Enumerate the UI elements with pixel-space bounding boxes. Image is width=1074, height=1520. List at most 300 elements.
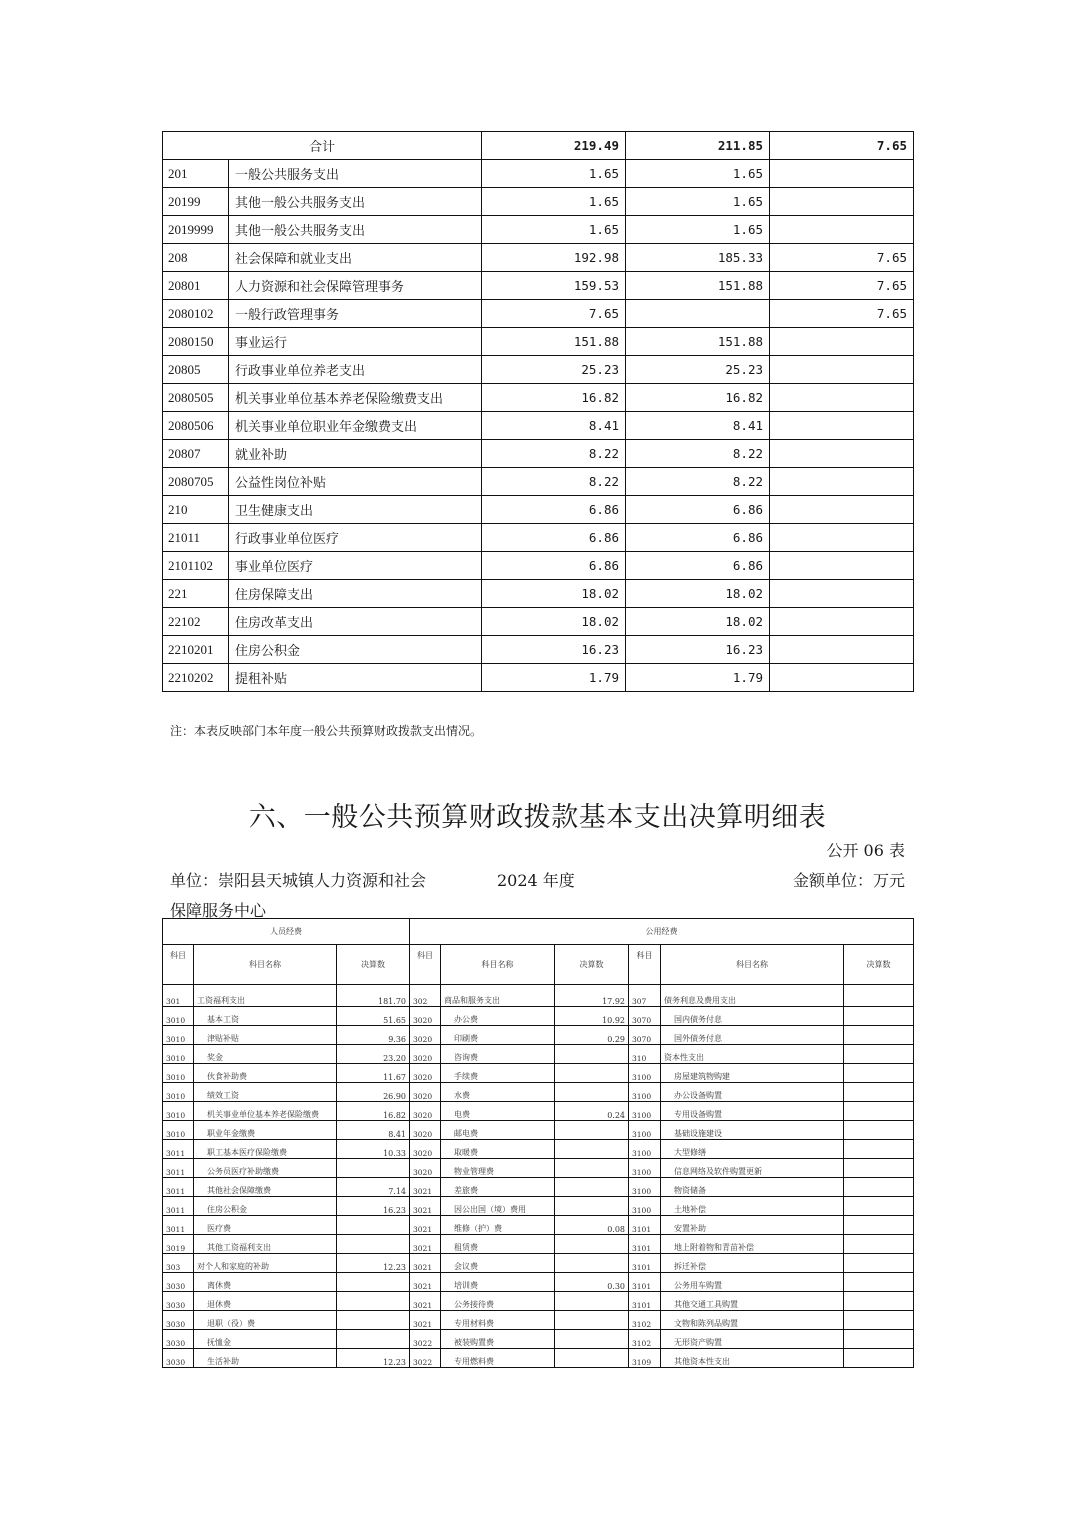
capital-name-text: 大型修缮 bbox=[674, 1148, 706, 1157]
personnel-code: 3010 bbox=[163, 1083, 194, 1102]
goods-services-code: 3020 bbox=[410, 1102, 441, 1121]
capital-code: 3100 bbox=[629, 1159, 661, 1178]
capital-code: 3100 bbox=[629, 1140, 661, 1159]
goods-services-name bbox=[441, 1273, 555, 1292]
group-personnel-header: 人员经费 bbox=[163, 919, 410, 945]
goods-services-name-text: 被装购置费 bbox=[454, 1338, 494, 1347]
row-code: 20805 bbox=[163, 356, 229, 384]
capital-name bbox=[661, 1121, 844, 1140]
personnel-name-text: 对个人和家庭的补助 bbox=[197, 1262, 269, 1271]
row-col2: 1.65 bbox=[626, 160, 770, 188]
capital-code: 3101 bbox=[629, 1254, 661, 1273]
capital-code: 3101 bbox=[629, 1216, 661, 1235]
capital-name-text: 公务用车购置 bbox=[674, 1281, 722, 1290]
total-col1: 219.49 bbox=[482, 132, 626, 160]
row-col3 bbox=[770, 496, 914, 524]
capital-code: 3070 bbox=[629, 1026, 661, 1045]
goods-services-name-text: 取暖费 bbox=[454, 1148, 478, 1157]
total-row bbox=[163, 132, 914, 160]
goods-services-name bbox=[441, 1235, 555, 1254]
row-name: 机关事业单位职业年金缴费支出 bbox=[229, 412, 482, 440]
row-code: 208 bbox=[163, 244, 229, 272]
goods-services-code: 3020 bbox=[410, 1045, 441, 1064]
personnel-amount bbox=[337, 1330, 410, 1349]
goods-services-name-text: 租赁费 bbox=[454, 1243, 478, 1252]
personnel-name bbox=[194, 1178, 337, 1197]
table-row bbox=[163, 1349, 914, 1368]
personnel-amount: 16.82 bbox=[337, 1102, 410, 1121]
personnel-amount bbox=[337, 1311, 410, 1330]
personnel-code: 3011 bbox=[163, 1178, 194, 1197]
table-row bbox=[163, 552, 914, 580]
row-col2: 8.41 bbox=[626, 412, 770, 440]
personnel-code: 3011 bbox=[163, 1159, 194, 1178]
personnel-name bbox=[194, 1197, 337, 1216]
capital-amount bbox=[844, 1064, 914, 1083]
goods-services-code: 3022 bbox=[410, 1349, 441, 1368]
row-name: 其他一般公共服务支出 bbox=[229, 188, 482, 216]
row-col1: 192.98 bbox=[482, 244, 626, 272]
group-public-header: 公用经费 bbox=[410, 919, 914, 945]
table-row bbox=[163, 468, 914, 496]
capital-name bbox=[661, 1045, 844, 1064]
row-col1: 8.41 bbox=[482, 412, 626, 440]
row-code: 2080102 bbox=[163, 300, 229, 328]
row-col2: 8.22 bbox=[626, 468, 770, 496]
capital-code: 3102 bbox=[629, 1311, 661, 1330]
goods-services-code: 3020 bbox=[410, 1140, 441, 1159]
capital-amount bbox=[844, 1349, 914, 1368]
capital-amount bbox=[844, 1026, 914, 1045]
capital-name-text: 国外债务付息 bbox=[674, 1034, 722, 1043]
row-code: 2019999 bbox=[163, 216, 229, 244]
goods-services-name bbox=[441, 1159, 555, 1178]
fiscal-year: 2024 年度 bbox=[497, 871, 575, 890]
row-name: 提租补贴 bbox=[229, 664, 482, 692]
capital-name-text: 物资储备 bbox=[674, 1186, 706, 1195]
goods-services-amount bbox=[555, 1197, 629, 1216]
personnel-code: 3030 bbox=[163, 1292, 194, 1311]
goods-services-name bbox=[441, 1026, 555, 1045]
capital-amount bbox=[844, 1140, 914, 1159]
goods-services-name-text: 专用燃料费 bbox=[454, 1357, 494, 1366]
personnel-name bbox=[194, 1083, 337, 1102]
personnel-name-text: 津贴补贴 bbox=[207, 1034, 239, 1043]
personnel-name-text: 职业年金缴费 bbox=[207, 1129, 255, 1138]
row-col2: 6.86 bbox=[626, 524, 770, 552]
capital-name bbox=[661, 1311, 844, 1330]
personnel-code: 3010 bbox=[163, 1102, 194, 1121]
row-col3: 7.65 bbox=[770, 300, 914, 328]
goods-services-amount bbox=[555, 1083, 629, 1102]
capital-name-text: 房屋建筑物购建 bbox=[674, 1072, 730, 1081]
personnel-code: 3010 bbox=[163, 1026, 194, 1045]
row-col3 bbox=[770, 636, 914, 664]
goods-services-name bbox=[441, 1330, 555, 1349]
table-row bbox=[163, 1254, 914, 1273]
table-row bbox=[163, 1197, 914, 1216]
row-col3 bbox=[770, 524, 914, 552]
personnel-name-text: 伙食补助费 bbox=[207, 1072, 247, 1081]
row-col3 bbox=[770, 216, 914, 244]
row-name: 人力资源和社会保障管理事务 bbox=[229, 272, 482, 300]
capital-code: 3100 bbox=[629, 1102, 661, 1121]
goods-services-name-text: 差旅费 bbox=[454, 1186, 478, 1195]
capital-name-text: 土地补偿 bbox=[674, 1205, 706, 1214]
goods-services-name-text: 咨询费 bbox=[454, 1053, 478, 1062]
goods-services-code: 3021 bbox=[410, 1216, 441, 1235]
goods-services-code: 3021 bbox=[410, 1311, 441, 1330]
row-col3 bbox=[770, 328, 914, 356]
goods-services-code: 3020 bbox=[410, 1026, 441, 1045]
section-title: 六、一般公共预算财政拨款基本支出决算明细表 bbox=[248, 802, 827, 833]
goods-services-amount: 0.24 bbox=[555, 1102, 629, 1121]
capital-code: 3100 bbox=[629, 1083, 661, 1102]
table-row bbox=[163, 1330, 914, 1349]
row-col1: 1.79 bbox=[482, 664, 626, 692]
row-name: 行政事业单位医疗 bbox=[229, 524, 482, 552]
personnel-name-text: 工资福利支出 bbox=[197, 996, 245, 1005]
goods-services-name bbox=[441, 1102, 555, 1121]
capital-name bbox=[661, 1007, 844, 1026]
row-col2: 1.79 bbox=[626, 664, 770, 692]
row-col3 bbox=[770, 440, 914, 468]
capital-code: 3070 bbox=[629, 1007, 661, 1026]
row-col3: 7.65 bbox=[770, 244, 914, 272]
personnel-name bbox=[194, 1026, 337, 1045]
capital-name-text: 拆迁补偿 bbox=[674, 1262, 706, 1271]
goods-services-name bbox=[441, 1045, 555, 1064]
row-code: 2101102 bbox=[163, 552, 229, 580]
row-col1: 1.65 bbox=[482, 160, 626, 188]
capital-code: 3100 bbox=[629, 1178, 661, 1197]
personnel-name-text: 其他社会保障缴费 bbox=[207, 1186, 271, 1195]
row-code: 21011 bbox=[163, 524, 229, 552]
row-col2 bbox=[626, 300, 770, 328]
row-name: 就业补助 bbox=[229, 440, 482, 468]
personnel-name-text: 公务员医疗补助缴费 bbox=[207, 1167, 279, 1176]
goods-services-name bbox=[441, 1197, 555, 1216]
row-col2: 25.23 bbox=[626, 356, 770, 384]
goods-services-name bbox=[441, 1311, 555, 1330]
capital-name bbox=[661, 1216, 844, 1235]
goods-services-name bbox=[441, 1083, 555, 1102]
personnel-name bbox=[194, 1140, 337, 1159]
goods-services-amount: 0.30 bbox=[555, 1273, 629, 1292]
row-code: 20807 bbox=[163, 440, 229, 468]
capital-name bbox=[661, 1140, 844, 1159]
row-col1: 7.65 bbox=[482, 300, 626, 328]
row-code: 2080705 bbox=[163, 468, 229, 496]
row-name: 事业运行 bbox=[229, 328, 482, 356]
row-col3 bbox=[770, 412, 914, 440]
row-col3 bbox=[770, 608, 914, 636]
personnel-code: 301 bbox=[163, 985, 194, 1007]
row-col2: 16.82 bbox=[626, 384, 770, 412]
row-col2: 18.02 bbox=[626, 580, 770, 608]
personnel-name-text: 奖金 bbox=[207, 1053, 223, 1062]
goods-services-name-text: 物业管理费 bbox=[454, 1167, 494, 1176]
capital-code: 307 bbox=[629, 985, 661, 1007]
capital-name bbox=[661, 1349, 844, 1368]
row-col3 bbox=[770, 384, 914, 412]
personnel-amount: 12.23 bbox=[337, 1349, 410, 1368]
capital-name-text: 文物和陈列品购置 bbox=[674, 1319, 738, 1328]
table-row bbox=[163, 1064, 914, 1083]
personnel-name bbox=[194, 1292, 337, 1311]
goods-services-name bbox=[441, 1254, 555, 1273]
goods-services-code: 3020 bbox=[410, 1121, 441, 1140]
goods-services-name-text: 手续费 bbox=[454, 1072, 478, 1081]
row-col3 bbox=[770, 468, 914, 496]
goods-services-amount bbox=[555, 1121, 629, 1140]
personnel-name-text: 绩效工资 bbox=[207, 1091, 239, 1100]
row-code: 22102 bbox=[163, 608, 229, 636]
row-code: 2080506 bbox=[163, 412, 229, 440]
row-col1: 18.02 bbox=[482, 608, 626, 636]
col-header-code: 科目 bbox=[410, 945, 441, 985]
capital-code: 3102 bbox=[629, 1330, 661, 1349]
personnel-name-text: 抚恤金 bbox=[207, 1338, 231, 1347]
total-col3: 7.65 bbox=[770, 132, 914, 160]
col-header-name: 科目名称 bbox=[661, 945, 844, 985]
row-name: 住房改革支出 bbox=[229, 608, 482, 636]
capital-name bbox=[661, 1330, 844, 1349]
table-row bbox=[163, 636, 914, 664]
capital-name-text: 无形资产购置 bbox=[674, 1338, 722, 1347]
goods-services-amount bbox=[555, 1292, 629, 1311]
personnel-amount bbox=[337, 1216, 410, 1235]
row-name: 行政事业单位养老支出 bbox=[229, 356, 482, 384]
row-col1: 16.82 bbox=[482, 384, 626, 412]
row-col3 bbox=[770, 552, 914, 580]
appropriation-expenditure-table bbox=[162, 131, 914, 692]
goods-services-code: 3021 bbox=[410, 1178, 441, 1197]
goods-services-amount bbox=[555, 1330, 629, 1349]
personnel-name-text: 退休费 bbox=[207, 1300, 231, 1309]
row-code: 20199 bbox=[163, 188, 229, 216]
total-label: 合计 bbox=[163, 132, 482, 160]
col-header-code: 科目 bbox=[629, 945, 661, 985]
capital-code: 3101 bbox=[629, 1273, 661, 1292]
row-col2: 151.88 bbox=[626, 328, 770, 356]
personnel-name bbox=[194, 1349, 337, 1368]
personnel-amount: 7.14 bbox=[337, 1178, 410, 1197]
capital-amount bbox=[844, 1292, 914, 1311]
capital-name-text: 其他资本性支出 bbox=[674, 1357, 730, 1366]
row-col3 bbox=[770, 580, 914, 608]
capital-name-text: 专用设备购置 bbox=[674, 1110, 722, 1119]
unit-label: 单位：崇阳县天城镇人力资源和社会保障服务中心 bbox=[170, 871, 427, 920]
personnel-name-text: 职工基本医疗保险缴费 bbox=[207, 1148, 287, 1157]
goods-services-amount bbox=[555, 1349, 629, 1368]
capital-amount bbox=[844, 1083, 914, 1102]
personnel-code: 3030 bbox=[163, 1311, 194, 1330]
capital-name-text: 信息网络及软件购置更新 bbox=[674, 1167, 762, 1176]
table-row bbox=[163, 384, 914, 412]
table-row bbox=[163, 160, 914, 188]
capital-code: 310 bbox=[629, 1045, 661, 1064]
money-unit: 金额单位：万元 bbox=[792, 871, 905, 890]
personnel-name bbox=[194, 1330, 337, 1349]
goods-services-name bbox=[441, 1064, 555, 1083]
table-row bbox=[163, 580, 914, 608]
row-name: 一般行政管理事务 bbox=[229, 300, 482, 328]
personnel-name-text: 离休费 bbox=[207, 1281, 231, 1290]
row-col1: 16.23 bbox=[482, 636, 626, 664]
personnel-code: 3030 bbox=[163, 1349, 194, 1368]
capital-amount bbox=[844, 1007, 914, 1026]
goods-services-code: 3020 bbox=[410, 1083, 441, 1102]
col-header-amount: 决算数 bbox=[844, 945, 914, 985]
table-note: 注：本表反映部门本年度一般公共预算财政拨款支出情况。 bbox=[170, 724, 483, 738]
goods-services-amount bbox=[555, 1140, 629, 1159]
goods-services-amount: 17.92 bbox=[555, 985, 629, 1007]
goods-services-amount: 0.29 bbox=[555, 1026, 629, 1045]
row-name: 社会保障和就业支出 bbox=[229, 244, 482, 272]
capital-code: 3101 bbox=[629, 1235, 661, 1254]
row-code: 221 bbox=[163, 580, 229, 608]
personnel-code: 3030 bbox=[163, 1273, 194, 1292]
table-row bbox=[163, 985, 914, 1007]
goods-services-name-text: 培训费 bbox=[454, 1281, 478, 1290]
capital-name bbox=[661, 1292, 844, 1311]
goods-services-code: 3021 bbox=[410, 1197, 441, 1216]
goods-services-name-text: 专用材料费 bbox=[454, 1319, 494, 1328]
row-name: 一般公共服务支出 bbox=[229, 160, 482, 188]
capital-name bbox=[661, 1254, 844, 1273]
row-col2: 1.65 bbox=[626, 216, 770, 244]
row-col1: 159.53 bbox=[482, 272, 626, 300]
table-row bbox=[163, 1026, 914, 1045]
capital-name bbox=[661, 1273, 844, 1292]
capital-name-text: 债务利息及费用支出 bbox=[664, 996, 736, 1005]
goods-services-name-text: 商品和服务支出 bbox=[444, 996, 500, 1005]
goods-services-name bbox=[441, 1349, 555, 1368]
personnel-name-text: 基本工资 bbox=[207, 1015, 239, 1024]
goods-services-amount bbox=[555, 1064, 629, 1083]
capital-amount bbox=[844, 1178, 914, 1197]
row-col1: 1.65 bbox=[482, 188, 626, 216]
goods-services-name-text: 邮电费 bbox=[454, 1129, 478, 1138]
table-row bbox=[163, 216, 914, 244]
personnel-amount: 10.33 bbox=[337, 1140, 410, 1159]
goods-services-code: 3021 bbox=[410, 1292, 441, 1311]
personnel-code: 3010 bbox=[163, 1045, 194, 1064]
goods-services-name-text: 电费 bbox=[454, 1110, 470, 1119]
row-col1: 6.86 bbox=[482, 496, 626, 524]
personnel-code: 3011 bbox=[163, 1140, 194, 1159]
goods-services-name bbox=[441, 1007, 555, 1026]
table-row bbox=[163, 524, 914, 552]
personnel-name bbox=[194, 1216, 337, 1235]
col-header-code: 科目 bbox=[163, 945, 194, 985]
row-col2: 151.88 bbox=[626, 272, 770, 300]
row-col1: 25.23 bbox=[482, 356, 626, 384]
row-col1: 18.02 bbox=[482, 580, 626, 608]
goods-services-code: 3021 bbox=[410, 1235, 441, 1254]
goods-services-name bbox=[441, 1216, 555, 1235]
personnel-name bbox=[194, 1121, 337, 1140]
personnel-amount: 181.70 bbox=[337, 985, 410, 1007]
capital-name-text: 资本性支出 bbox=[664, 1053, 704, 1062]
capital-code: 3100 bbox=[629, 1197, 661, 1216]
table-row bbox=[163, 1235, 914, 1254]
capital-name bbox=[661, 1102, 844, 1121]
personnel-amount bbox=[337, 1273, 410, 1292]
personnel-amount: 8.41 bbox=[337, 1121, 410, 1140]
row-col2: 185.33 bbox=[626, 244, 770, 272]
goods-services-code: 3022 bbox=[410, 1330, 441, 1349]
capital-name-text: 办公设备购置 bbox=[674, 1091, 722, 1100]
row-col1: 6.86 bbox=[482, 552, 626, 580]
goods-services-amount: 0.08 bbox=[555, 1216, 629, 1235]
table-row bbox=[163, 356, 914, 384]
table-row bbox=[163, 440, 914, 468]
row-col3 bbox=[770, 664, 914, 692]
row-col3 bbox=[770, 160, 914, 188]
goods-services-code: 3021 bbox=[410, 1254, 441, 1273]
table-row bbox=[163, 412, 914, 440]
personnel-name bbox=[194, 1045, 337, 1064]
goods-services-amount bbox=[555, 1045, 629, 1064]
goods-services-name-text: 因公出国（境）费用 bbox=[454, 1205, 526, 1214]
personnel-name bbox=[194, 1254, 337, 1273]
table-row bbox=[163, 1140, 914, 1159]
capital-name bbox=[661, 1197, 844, 1216]
table-row bbox=[163, 664, 914, 692]
capital-amount bbox=[844, 1216, 914, 1235]
goods-services-name-text: 水费 bbox=[454, 1091, 470, 1100]
group-header-row bbox=[163, 919, 914, 945]
personnel-name bbox=[194, 1064, 337, 1083]
goods-services-name bbox=[441, 1292, 555, 1311]
personnel-name-text: 住房公积金 bbox=[207, 1205, 247, 1214]
personnel-name bbox=[194, 1102, 337, 1121]
goods-services-amount bbox=[555, 1159, 629, 1178]
personnel-amount bbox=[337, 1159, 410, 1178]
goods-services-name-text: 会议费 bbox=[454, 1262, 478, 1271]
personnel-amount: 9.36 bbox=[337, 1026, 410, 1045]
goods-services-amount bbox=[555, 1311, 629, 1330]
table-row bbox=[163, 1159, 914, 1178]
capital-name-text: 地上附着物和青苗补偿 bbox=[674, 1243, 754, 1252]
personnel-amount: 16.23 bbox=[337, 1197, 410, 1216]
goods-services-code: 3020 bbox=[410, 1159, 441, 1178]
personnel-name-text: 医疗费 bbox=[207, 1224, 231, 1233]
personnel-name-text: 生活补助 bbox=[207, 1357, 239, 1366]
personnel-code: 3010 bbox=[163, 1064, 194, 1083]
personnel-amount bbox=[337, 1235, 410, 1254]
goods-services-amount bbox=[555, 1235, 629, 1254]
row-col2: 8.22 bbox=[626, 440, 770, 468]
capital-name-text: 其他交通工具购置 bbox=[674, 1300, 738, 1309]
personnel-name bbox=[194, 1273, 337, 1292]
table-row bbox=[163, 300, 914, 328]
row-name: 机关事业单位基本养老保险缴费支出 bbox=[229, 384, 482, 412]
personnel-amount: 12.23 bbox=[337, 1254, 410, 1273]
personnel-amount: 26.90 bbox=[337, 1083, 410, 1102]
goods-services-name-text: 印刷费 bbox=[454, 1034, 478, 1043]
capital-name-text: 国内债务付息 bbox=[674, 1015, 722, 1024]
capital-name bbox=[661, 1159, 844, 1178]
personnel-amount: 23.20 bbox=[337, 1045, 410, 1064]
row-col3 bbox=[770, 188, 914, 216]
goods-services-name-text: 公务接待费 bbox=[454, 1300, 494, 1309]
goods-services-amount bbox=[555, 1178, 629, 1197]
personnel-name bbox=[194, 1159, 337, 1178]
column-header-row bbox=[163, 945, 914, 985]
